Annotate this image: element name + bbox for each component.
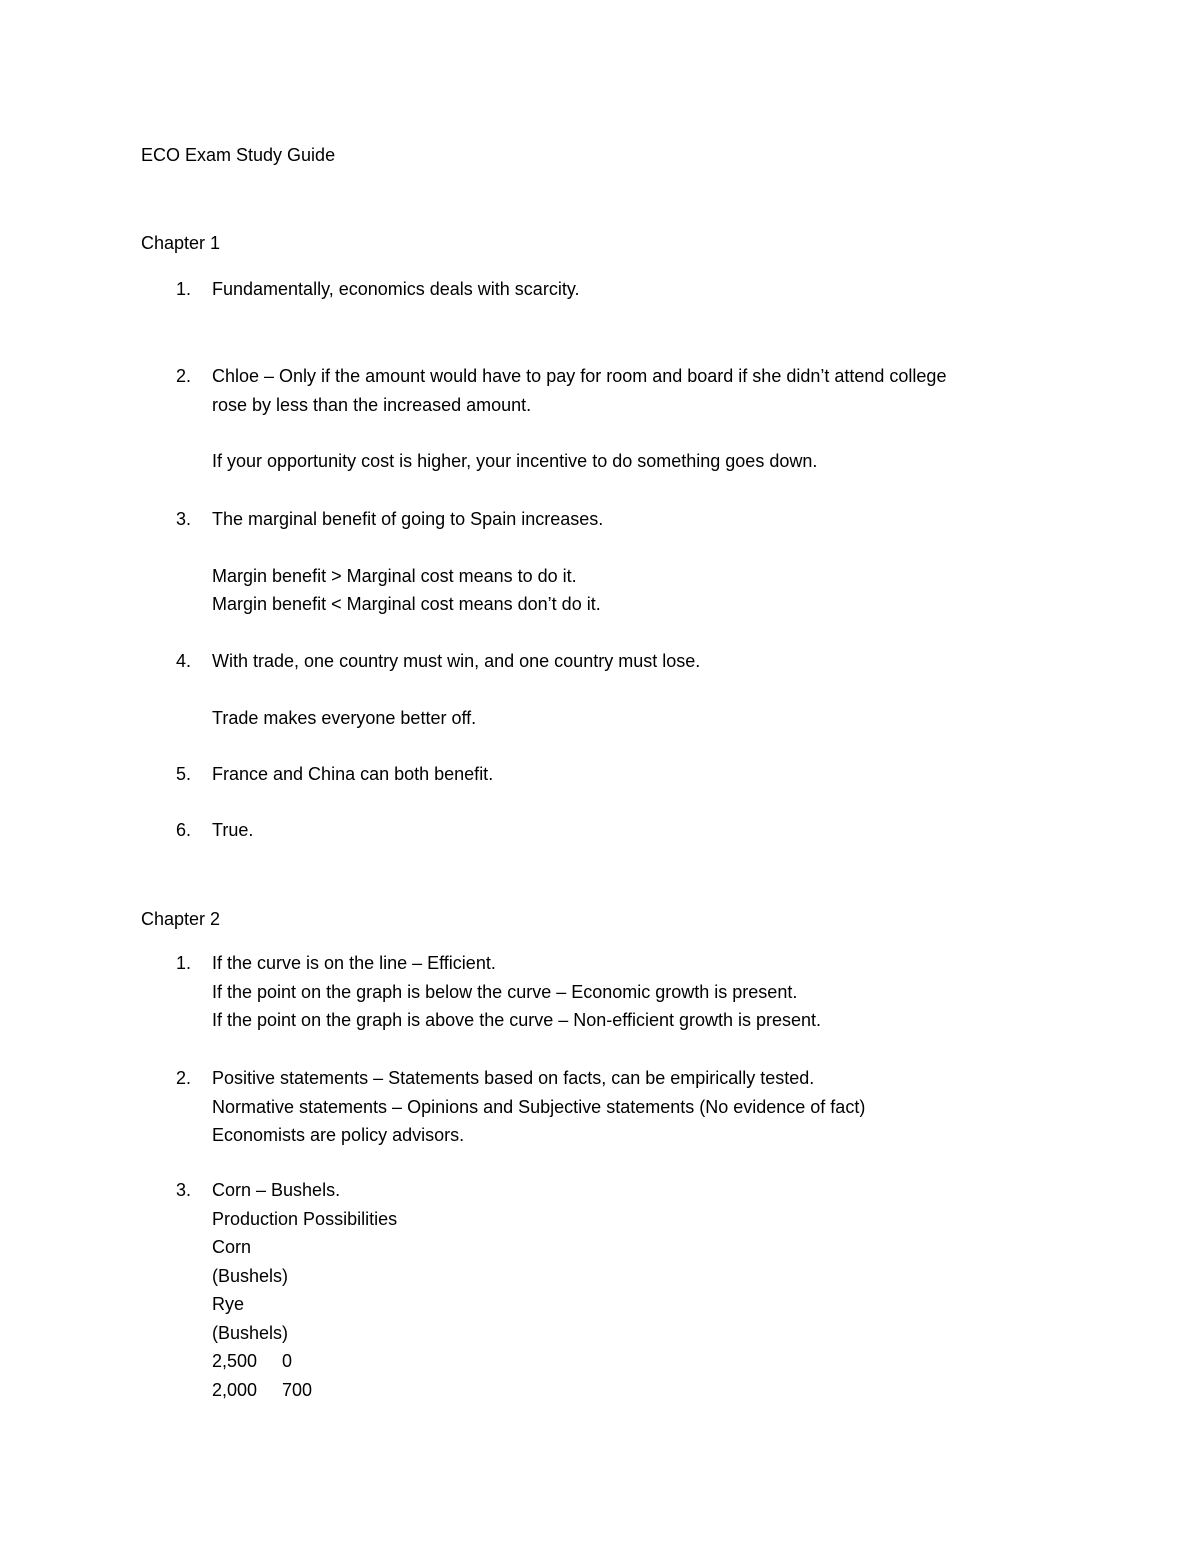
table-cell: 2,000 xyxy=(212,1379,258,1400)
item-number: 4. xyxy=(176,651,192,671)
item-text: The marginal benefit of going to Spain increases. xyxy=(212,509,604,529)
item-text: If the point on the graph is above the curve – Non-efficient growth is present. xyxy=(212,1010,822,1030)
item-text: Positive statements – Statements based on facts, can be empirically tested. xyxy=(212,1068,815,1088)
chapter-1-item-2 xyxy=(141,362,1061,476)
item-text: Corn – Bushels. xyxy=(212,1180,341,1200)
item-note: Trade makes everyone better off. xyxy=(212,707,477,728)
item-text: If the point on the graph is below the curve – Economic growth is present. xyxy=(212,981,798,1002)
chapter-1-item-5 xyxy=(141,760,1061,789)
table-title: Production Possibilities xyxy=(212,1208,398,1229)
table-column-header: Rye xyxy=(212,1294,245,1314)
table-cell: 700 xyxy=(282,1379,313,1400)
item-note: If your opportunity cost is higher, your incentive to do something goes down. xyxy=(212,451,818,471)
table-column-header: Corn xyxy=(212,1237,252,1257)
item-number: 2. xyxy=(176,1068,192,1088)
item-number: 1. xyxy=(176,953,192,973)
chapter-1-item-1 xyxy=(141,275,1061,304)
chapter-2-heading: Chapter 2 xyxy=(141,909,221,929)
item-number: 2. xyxy=(176,366,192,386)
item-note: Margin benefit < Marginal cost means don’t do it. xyxy=(212,594,601,614)
table-cell: 0 xyxy=(282,1351,293,1371)
table-column-unit: (Bushels) xyxy=(212,1265,289,1286)
item-number: 6. xyxy=(176,820,192,840)
document-title: ECO Exam Study Guide xyxy=(141,145,336,165)
item-text: rose by less than the increased amount. xyxy=(212,394,532,415)
item-text: If the curve is on the line – Efficient. xyxy=(212,953,496,973)
chapter-1-item-6 xyxy=(141,816,1061,845)
item-number: 3. xyxy=(176,509,192,529)
table-column-unit: (Bushels) xyxy=(212,1322,289,1343)
item-text: Economists are policy advisors. xyxy=(212,1125,465,1145)
table-cell: 2,500 xyxy=(212,1351,258,1371)
chapter-2-item-2 xyxy=(141,1064,1061,1150)
table-row xyxy=(212,1376,1061,1405)
item-number: 3. xyxy=(176,1180,192,1200)
chapter-2-item-1 xyxy=(141,949,1061,1035)
item-number: 5. xyxy=(176,764,192,784)
item-text: With trade, one country must win, and one country must lose. xyxy=(212,651,701,671)
item-text: Fundamentally, economics deals with scarcity. xyxy=(212,279,580,299)
table-row xyxy=(212,1347,1061,1376)
item-text: Normative statements – Opinions and Subjective statements (No evidence of fact) xyxy=(212,1096,866,1117)
item-number: 1. xyxy=(176,279,192,299)
item-text: True. xyxy=(212,820,254,840)
chapter-2-item-3 xyxy=(141,1176,1061,1404)
item-text: France and China can both benefit. xyxy=(212,764,494,784)
item-text: Chloe – Only if the amount would have to pay for room and board if she didn’t attend college xyxy=(212,366,947,386)
chapter-1-item-4 xyxy=(141,647,1061,732)
chapter-1-heading: Chapter 1 xyxy=(141,233,221,253)
chapter-1-item-3 xyxy=(141,505,1061,619)
item-note: Margin benefit > Marginal cost means to do it. xyxy=(212,565,577,586)
